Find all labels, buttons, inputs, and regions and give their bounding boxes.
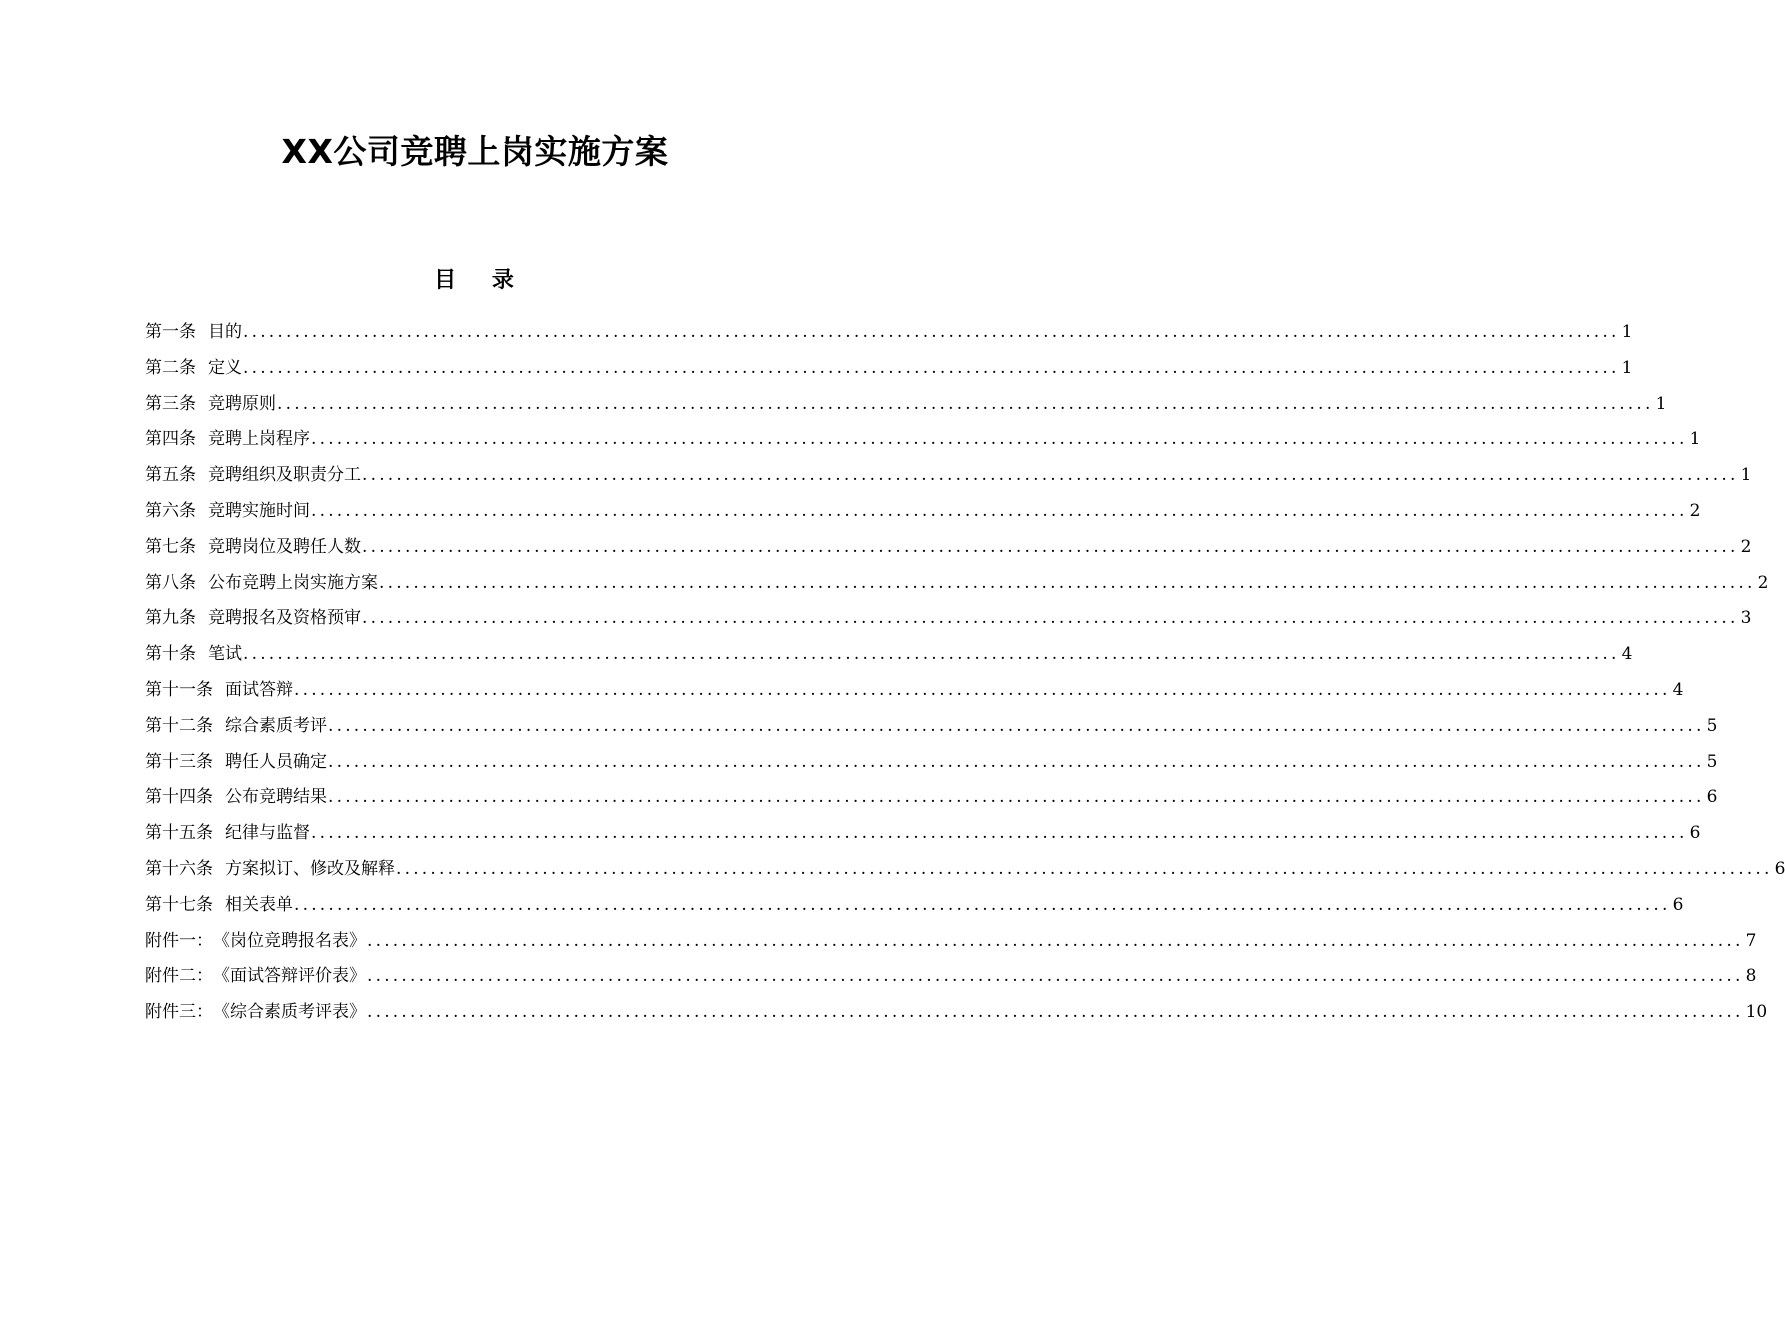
toc-entry-title: 公布竞聘上岗实施方案 — [208, 572, 378, 593]
toc-entry[interactable] — [145, 352, 1633, 388]
toc-dot-leader: ................................................................................................................................................................ — [362, 608, 1739, 629]
toc-dot-leader: ................................................................................................................................................................ — [277, 393, 1654, 414]
toc-entry[interactable] — [145, 781, 1718, 817]
toc-entry-number: 第二条 — [145, 357, 196, 378]
toc-entry-page: 1 — [1621, 322, 1633, 342]
toc-entry-number: 第十一条 — [145, 679, 213, 700]
toc-dot-leader: ................................................................................................................................................................ — [362, 536, 1739, 557]
toc-entry-page: 1 — [1740, 465, 1752, 486]
toc-entry[interactable] — [145, 710, 1718, 746]
toc-dot-leader: ................................................................................................................................................................ — [367, 930, 1744, 951]
toc-entry-title: 竞聘实施时间 — [208, 500, 310, 521]
toc-entry-number: 第十五条 — [145, 823, 213, 844]
toc-entry-page: 2 — [1740, 536, 1752, 557]
toc-entry[interactable] — [145, 960, 1757, 996]
toc-entry-title: 《岗位竞聘报名表》 — [213, 930, 366, 951]
toc-entry[interactable] — [145, 746, 1718, 782]
toc-entry-title: 《面试答辩评价表》 — [213, 966, 366, 987]
toc-entry-page: 3 — [1740, 608, 1752, 629]
toc-entry-number: 附件三： — [145, 1002, 213, 1023]
toc-entry-title: 综合素质考评 — [225, 715, 327, 736]
toc-entry-page: 4 — [1672, 679, 1684, 700]
toc-dot-leader: ................................................................................................................................................................ — [294, 894, 1671, 915]
toc-dot-leader: ................................................................................................................................................................ — [328, 751, 1705, 772]
toc-entry-page: 5 — [1706, 715, 1718, 736]
toc-dot-leader: ................................................................................................................................................................ — [328, 715, 1705, 736]
toc-entry-number: 第三条 — [145, 393, 196, 414]
toc-entry-number: 第十七条 — [145, 894, 213, 915]
toc-entry-page: 6 — [1672, 894, 1684, 915]
toc-entry-title: 定义 — [208, 357, 242, 378]
toc-entry[interactable] — [145, 853, 1785, 889]
toc-heading: 目 录 — [434, 267, 516, 293]
toc-entry[interactable] — [145, 638, 1633, 674]
toc-entry-number: 附件一： — [145, 930, 213, 951]
toc-entry-number: 第七条 — [145, 536, 196, 557]
toc-entry-number: 第九条 — [145, 608, 196, 629]
toc-entry-title: 《综合素质考评表》 — [213, 1002, 366, 1023]
toc-entry-page: 7 — [1745, 930, 1757, 951]
toc-entry-page: 10 — [1745, 1002, 1768, 1023]
toc-dot-leader: ................................................................................................................................................................ — [379, 572, 1756, 593]
toc-entry-title: 竞聘报名及资格预审 — [208, 608, 361, 629]
toc-entry[interactable] — [145, 531, 1752, 567]
toc-dot-leader: ................................................................................................................................................................ — [396, 858, 1773, 879]
toc-entry[interactable] — [145, 567, 1769, 603]
toc-entry-number: 第四条 — [145, 429, 196, 450]
toc-entry-title: 竞聘原则 — [208, 393, 276, 414]
toc-entry-title: 竞聘上岗程序 — [208, 429, 310, 450]
toc-entry-number: 第一条 — [145, 322, 196, 342]
toc-entry[interactable] — [145, 495, 1701, 531]
document-title: XX公司竞聘上岗实施方案 — [281, 132, 669, 171]
toc-entry-number: 第六条 — [145, 500, 196, 521]
toc-entry[interactable] — [145, 674, 1684, 710]
toc-dot-leader: ................................................................................................................................................................ — [367, 966, 1744, 987]
toc-entry-number: 附件二： — [145, 966, 213, 987]
toc-entry[interactable] — [145, 602, 1752, 638]
toc-dot-leader: ................................................................................................................................................................ — [328, 787, 1705, 808]
toc-entry-page: 8 — [1745, 966, 1757, 987]
toc-entry[interactable] — [145, 996, 1768, 1032]
toc-dot-leader: ................................................................................................................................................................ — [311, 823, 1688, 844]
toc-entry-number: 第十条 — [145, 644, 196, 665]
toc-dot-leader: ................................................................................................................................................................ — [243, 322, 1620, 342]
toc-entry-title: 公布竞聘结果 — [225, 787, 327, 808]
toc-entry-title: 笔试 — [208, 644, 242, 665]
toc-dot-leader: ................................................................................................................................................................ — [243, 644, 1620, 665]
toc-entry[interactable] — [145, 388, 1667, 424]
toc-entry-title: 竞聘组织及职责分工 — [208, 465, 361, 486]
toc-entry-page: 6 — [1689, 823, 1701, 844]
toc-entry[interactable] — [145, 423, 1701, 459]
table-of-contents — [145, 316, 1785, 1032]
toc-entry-page: 1 — [1621, 357, 1633, 378]
toc-entry-title: 竞聘岗位及聘任人数 — [208, 536, 361, 557]
toc-dot-leader: ................................................................................................................................................................ — [294, 679, 1671, 700]
toc-dot-leader: ................................................................................................................................................................ — [311, 500, 1688, 521]
toc-dot-leader: ................................................................................................................................................................ — [243, 357, 1620, 378]
toc-entry-title: 聘任人员确定 — [225, 751, 327, 772]
toc-entry-title: 相关表单 — [225, 894, 293, 915]
toc-entry-page: 2 — [1757, 572, 1769, 593]
toc-entry[interactable] — [145, 925, 1757, 961]
toc-entry-page: 6 — [1774, 858, 1785, 879]
toc-entry-page: 1 — [1655, 393, 1667, 414]
toc-entry-page: 6 — [1706, 787, 1718, 808]
toc-entry-number: 第五条 — [145, 465, 196, 486]
toc-entry-page: 1 — [1689, 429, 1701, 450]
toc-entry-page: 5 — [1706, 751, 1718, 772]
toc-entry-page: 2 — [1689, 500, 1701, 521]
toc-entry-number: 第十三条 — [145, 751, 213, 772]
toc-entry[interactable] — [145, 889, 1684, 925]
toc-entry-number: 第十六条 — [145, 858, 213, 879]
toc-dot-leader: ................................................................................................................................................................ — [311, 429, 1688, 450]
toc-entry[interactable] — [145, 459, 1752, 495]
toc-entry-title: 方案拟订、修改及解释 — [225, 858, 395, 879]
toc-entry-title: 目的 — [208, 322, 242, 342]
toc-entry-page: 4 — [1621, 644, 1633, 665]
toc-entry[interactable] — [145, 817, 1701, 853]
toc-entry-title: 面试答辩 — [225, 679, 293, 700]
toc-entry-number: 第十二条 — [145, 715, 213, 736]
toc-entry-number: 第十四条 — [145, 787, 213, 808]
toc-entry-title: 纪律与监督 — [225, 823, 310, 844]
toc-entry[interactable] — [145, 316, 1633, 352]
toc-dot-leader: ................................................................................................................................................................ — [367, 1002, 1744, 1023]
toc-entry-number: 第八条 — [145, 572, 196, 593]
toc-dot-leader: ................................................................................................................................................................ — [362, 465, 1739, 486]
